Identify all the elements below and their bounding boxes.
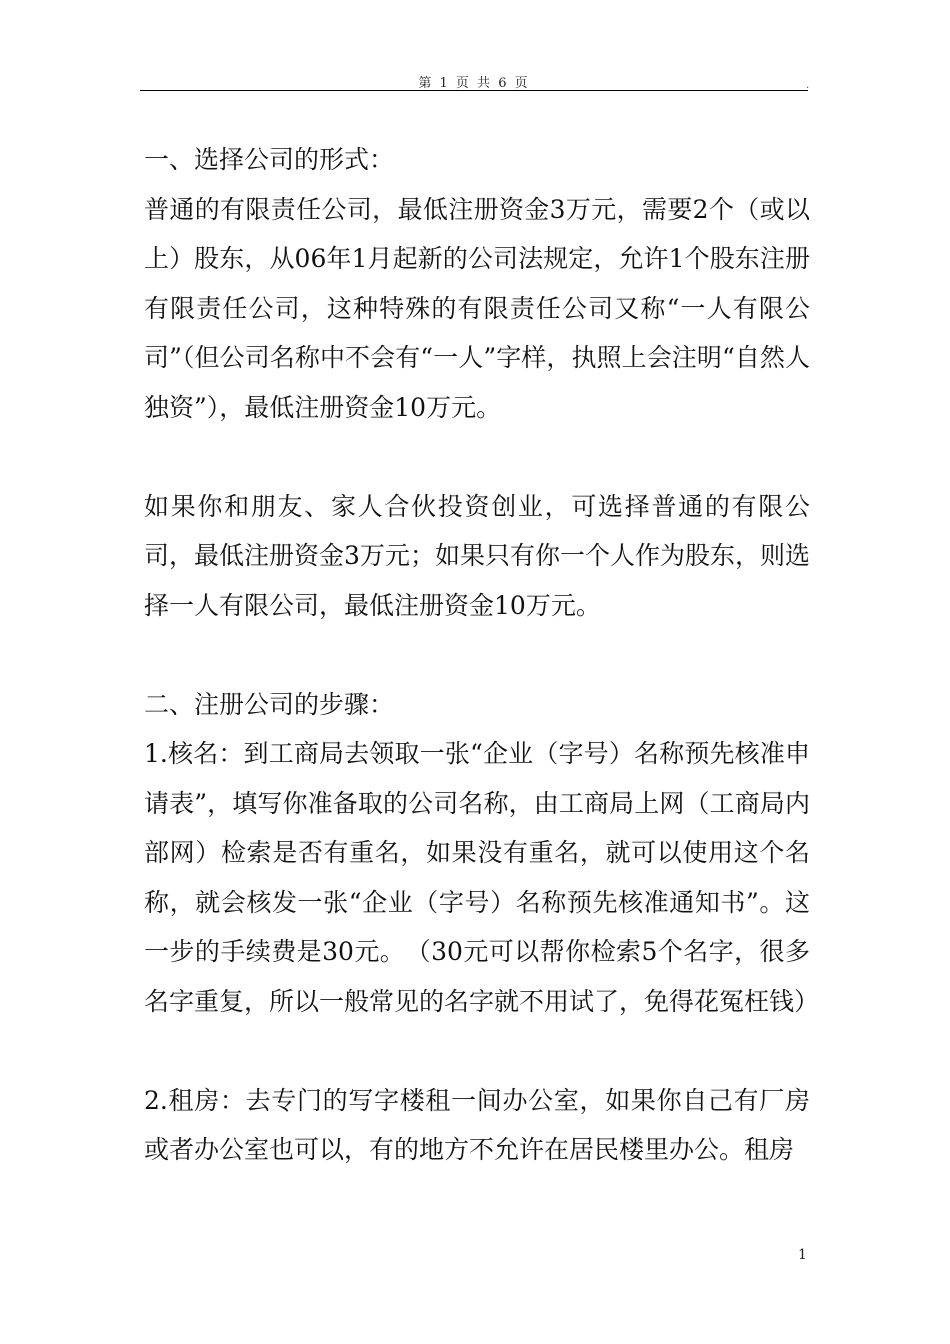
paragraph: 1.核名：到工商局去领取一张“企业（字号）名称预先核准申请表”，填写你准备取的公司名称，由工商局上网（工商局内部网）检索是否有重名，如果没有重名，就可以使用这个名称，就会核发一张“企业（字号）名称预先核准通知书”。这一步的手续费是30元。 （30元可以帮你检索5个名字，很多名字重复，所以一般常见的名字就不用试了，免得花冤枉钱） bbox=[144, 739, 820, 1016]
section-heading: 一、选择公司的形式： bbox=[144, 145, 395, 174]
page-number: 1 bbox=[798, 1247, 807, 1263]
paragraph: 如果你和朋友、家人合伙投资创业，可选择普通的有限公司，最低注册资金3万元；如果只有你一个人作为股东，则选择一人有限公司，最低注册资金10万元。 bbox=[144, 491, 810, 620]
paragraph: 普通的有限责任公司，最低注册资金3万元，需要2个（或以上）股东，从06年1月起新的公司法规定，允许1个股东注册有限责任公司，这种特殊的有限责任公司又称“一人有限公司”（但公司名称中不会有“一人”字样，执照上会注明“自然人独资”），最低注册资金10万元。 bbox=[144, 194, 810, 422]
header-divider bbox=[140, 90, 808, 91]
document-body bbox=[144, 135, 820, 1175]
page-header: 第 1 页 共 6 页 bbox=[418, 76, 530, 91]
section-heading: 二、注册公司的步骤： bbox=[144, 689, 395, 719]
header-mark: . bbox=[806, 80, 810, 91]
paragraph: 2.租房：去专门的写字楼租一间办公室，如果你自己有厂房或者办公室也可以，有的地方不允许在居民楼里办公。租房 bbox=[144, 1085, 810, 1164]
